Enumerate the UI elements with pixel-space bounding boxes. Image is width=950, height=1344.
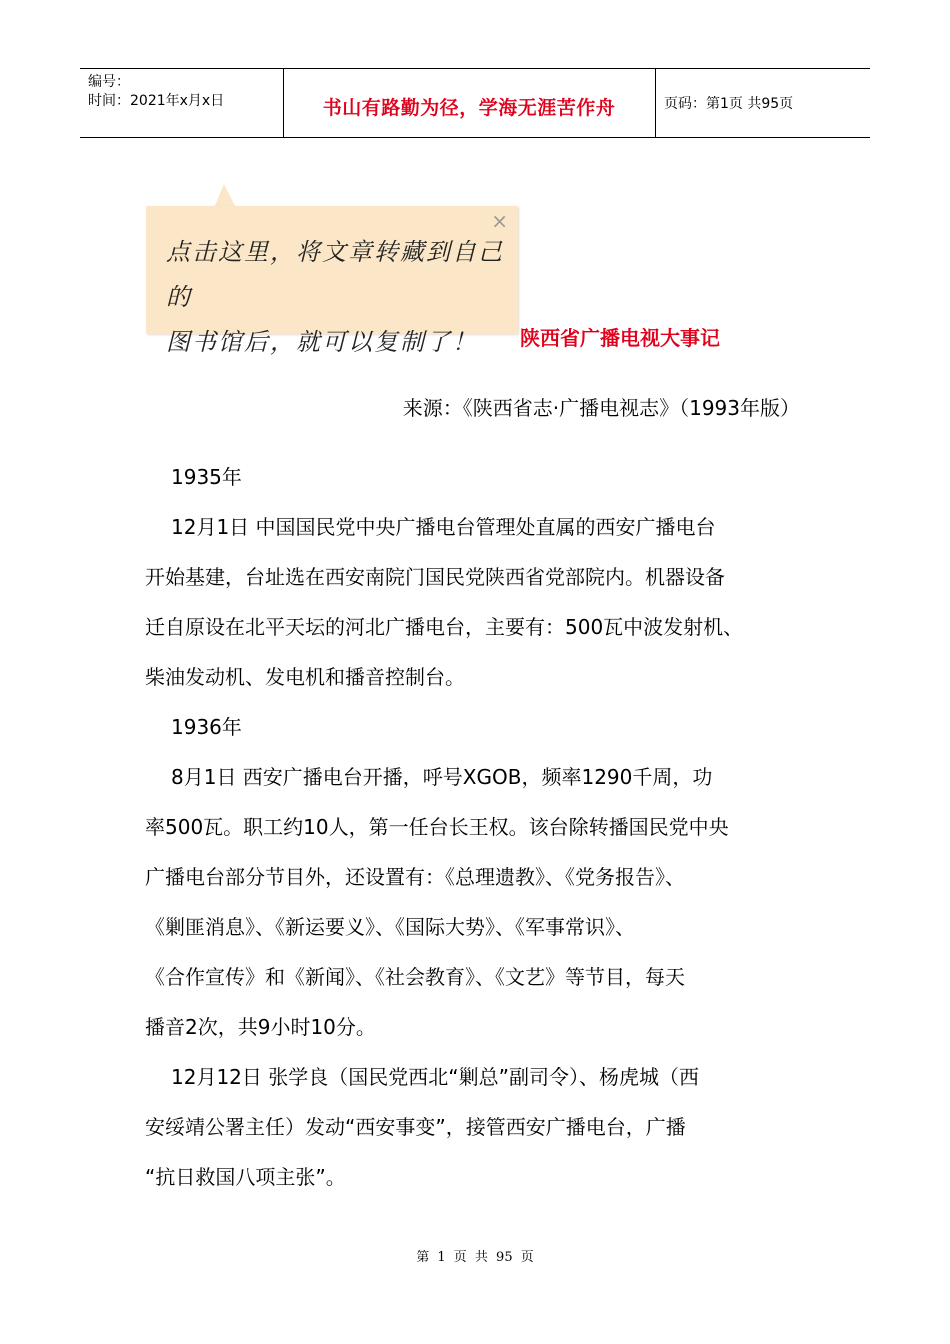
paragraph-line: 迁自原设在北平天坛的河北广播电台，主要有：500瓦中波发射机、 [145, 615, 744, 639]
source-line: 来源：《陕西省志·广播电视志》（1993年版） [402, 396, 800, 420]
header-divider [655, 69, 656, 137]
year-heading: 1936年 [171, 715, 242, 739]
paragraph-line: 广播电台部分节目外，还设置有：《总理遗教》、《党务报告》、 [145, 865, 685, 889]
note-line: 图书馆后，就可以复制了！ [166, 328, 478, 356]
document-body [145, 452, 815, 1202]
paragraph-line: 8月1日 西安广播电台开播，呼号XGOB，频率1290千周，功 [171, 765, 713, 789]
note-line: 点击这里，将文章转藏到自己的 [166, 238, 504, 311]
time-label: 时间：2021年x月x日 [88, 93, 225, 109]
paragraph-line: 12月1日 中国国民党中央广播电台管理处直属的西安广播电台 [171, 515, 716, 539]
document-title: 陕西省广播电视大事记 [520, 326, 720, 350]
paragraph-line: 开始基建，台址选在西安南院门国民党陕西省党部院内。机器设备 [145, 565, 725, 589]
collect-tip-note[interactable] [146, 206, 518, 356]
paragraph-line: 《合作宣传》和《新闻》、《社会教育》、《文艺》等节目，每天 [145, 965, 685, 989]
number-label: 编号： [88, 74, 130, 90]
header-meta [88, 73, 283, 111]
year-heading: 1935年 [171, 465, 242, 489]
header-page-info: 页码：第1页 共95页 [664, 96, 794, 112]
header-motto: 书山有路勤为径，学海无涯苦作舟 [322, 97, 616, 119]
page-footer: 第 1 页 共 95 页 [416, 1250, 534, 1265]
paragraph-line: 《剿匪消息》、《新运要义》、《国际大势》、《军事常识》、 [145, 915, 635, 939]
paragraph-line: 柴油发动机、发电机和播音控制台。 [145, 665, 465, 689]
paragraph-line: “抗日救国八项主张”。 [145, 1165, 346, 1189]
paragraph-line: 12月12日 张学良（国民党西北“剿总”副司令）、杨虎城（西 [171, 1065, 699, 1089]
paragraph-line: 安绥靖公署主任）发动“西安事变”，接管西安广播电台，广播 [145, 1115, 686, 1139]
paragraph-line: 播音2次，共9小时10分。 [145, 1015, 376, 1039]
note-pointer [214, 184, 236, 208]
document-header [80, 68, 870, 138]
paragraph-line: 率500瓦。职工约10人，第一任台长王权。该台除转播国民党中央 [145, 815, 729, 839]
note-message[interactable] [166, 230, 506, 365]
close-icon[interactable]: × [491, 209, 508, 233]
